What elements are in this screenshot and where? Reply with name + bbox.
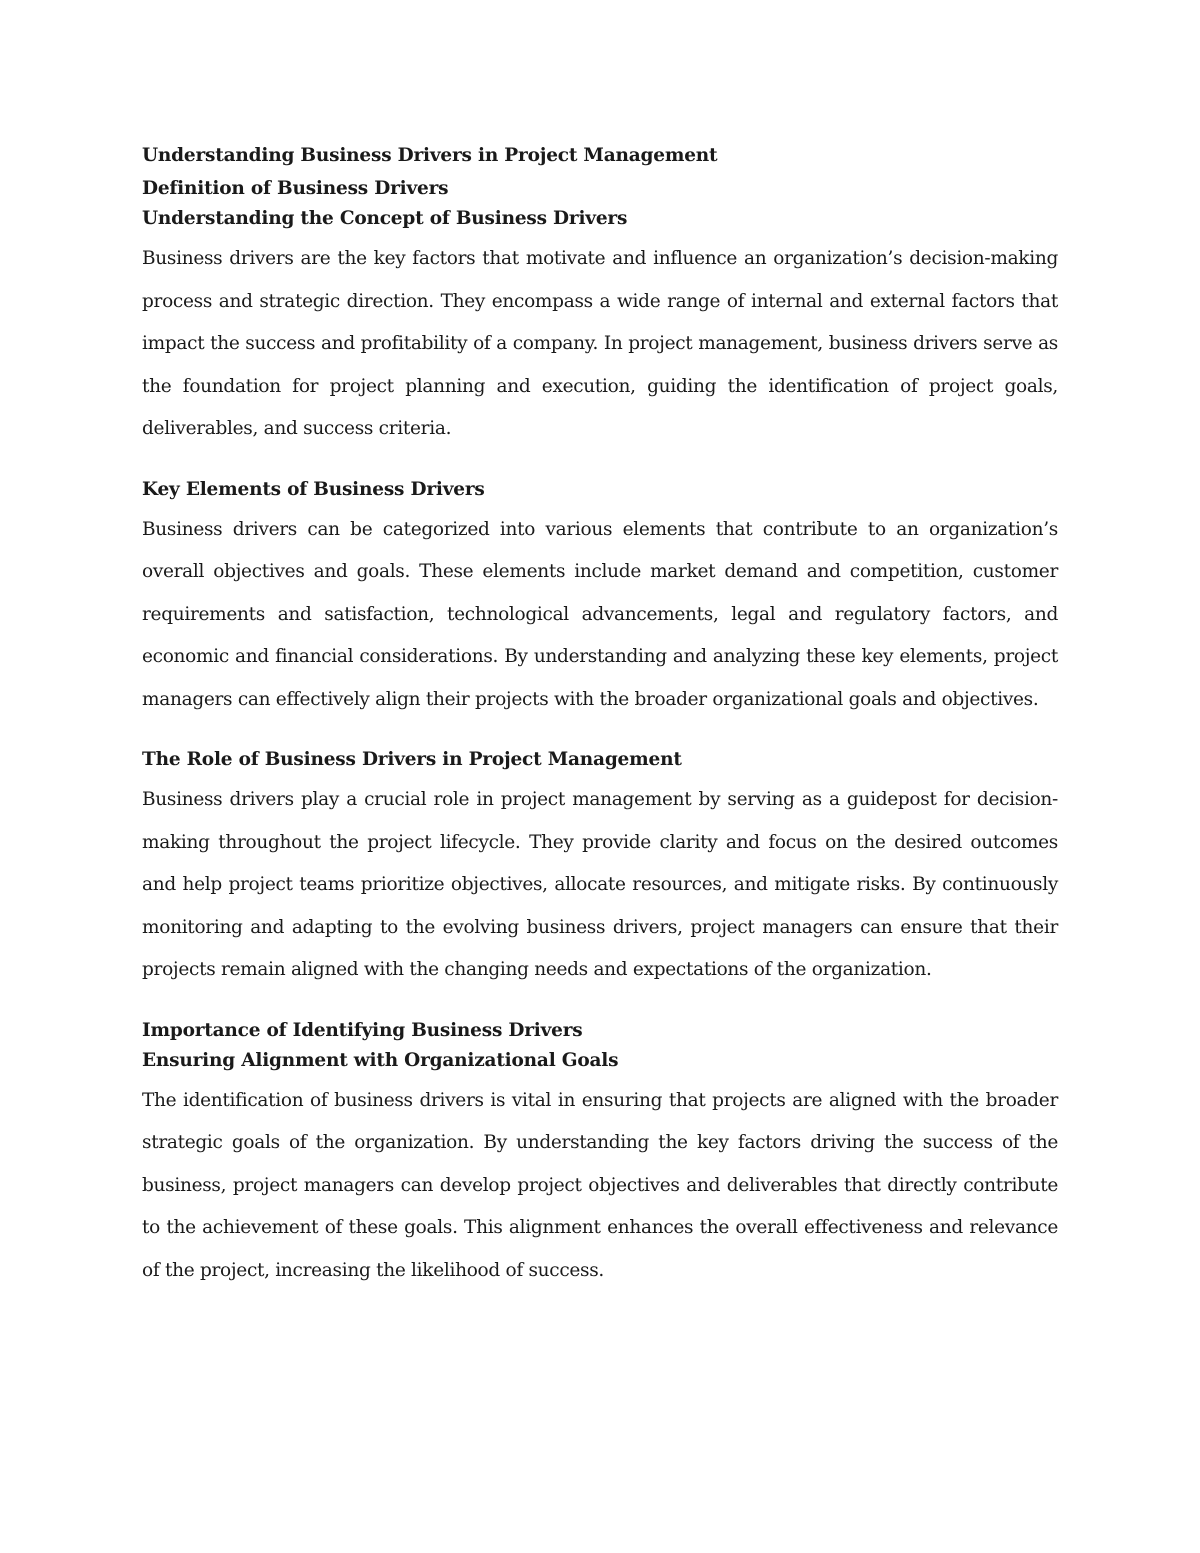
document-page bbox=[142, 140, 1058, 1292]
section-heading: Importance of Identifying Business Drivers bbox=[142, 1019, 583, 1041]
section-role bbox=[142, 745, 1058, 992]
section-importance bbox=[142, 1016, 1058, 1293]
section-paragraph: Business drivers are the key factors that motivate and influence an organization’s decision-making process and strategic direction. They encompass a wide range of internal and external factors that impact the success and profitability of a company. In project management, business drivers serve as the foundation for project planning and execution, guiding the identification of project goals, deliverables, and success criteria. bbox=[142, 248, 1058, 439]
section-definition bbox=[142, 174, 1058, 451]
section-heading: Key Elements of Business Drivers bbox=[142, 478, 485, 500]
section-paragraph: The identification of business drivers is vital in ensuring that projects are aligned with the broader strategic goals of the organization. By understanding the key factors driving the success of the business, project managers can develop project objectives and deliverables that directly contribute to the achievement of these goals. This alignment enhances the overall effectiveness and relevance of the project, increasing the likelihood of success. bbox=[142, 1089, 1058, 1281]
section-key-elements bbox=[142, 475, 1058, 722]
section-paragraph: Business drivers play a crucial role in project management by serving as a guidepost for decision-making throughout the project lifecycle. They provide clarity and focus on the desired outcomes and help project teams prioritize objectives, allocate resources, and mitigate risks. By continuously monitoring and adapting to the evolving business drivers, project managers can ensure that their projects remain aligned with the changing needs and expectations of the organization. bbox=[142, 789, 1058, 980]
section-heading: The Role of Business Drivers in Project Management bbox=[142, 749, 682, 770]
section-paragraph: Business drivers can be categorized into various elements that contribute to an organization’s overall objectives and goals. These elements include market demand and competition, customer requirements and satisfaction, technological advancements, legal and regulatory factors, and economic and financial considerations. By understanding and analyzing these key elements, project managers can effectively align their projects with the broader organizational goals and objectives. bbox=[142, 518, 1058, 710]
section-heading: Definition of Business Drivers bbox=[142, 178, 449, 199]
section-subheading: Ensuring Alignment with Organizational Goals bbox=[142, 1049, 619, 1071]
section-subheading: Understanding the Concept of Business Drivers bbox=[142, 208, 628, 229]
document-title: Understanding Business Drivers in Project Management bbox=[142, 145, 718, 166]
